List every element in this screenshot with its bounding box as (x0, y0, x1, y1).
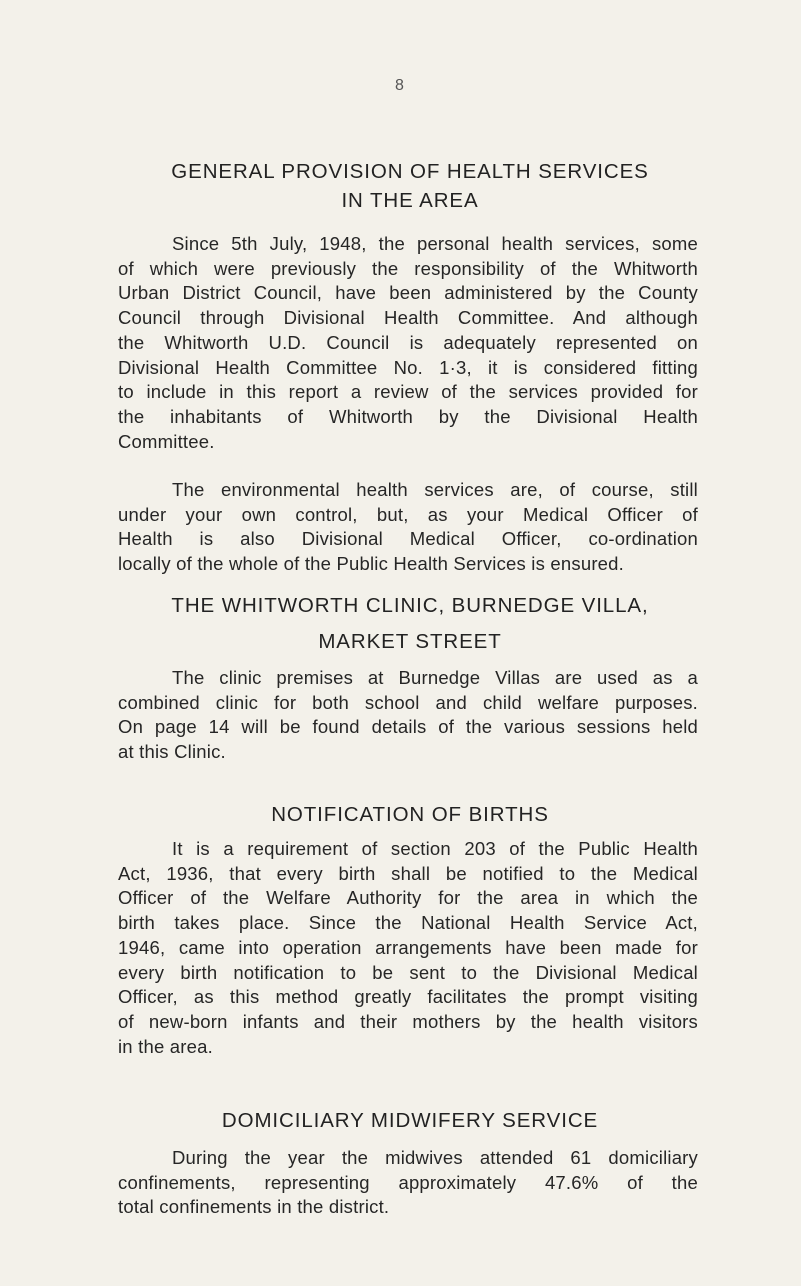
text-line: It is a requirement of section 203 of the Public Health (172, 838, 698, 859)
section-heading-whitworth-clinic (60, 588, 760, 660)
section-heading-notification-of-births (60, 800, 760, 829)
text-line: Health is also Divisional Medical Officer, co-ordination (118, 528, 698, 550)
text-line: the inhabitants of Whitworth by the Divisional Health (118, 405, 698, 427)
heading-line: GENERAL PROVISION OF HEALTH SERVICES (171, 160, 649, 183)
paragraph-clinic-premises (118, 666, 698, 765)
text-line: Act, 1936, that every birth shall be notified to the Medical (118, 862, 698, 884)
text-line: On page 14 will be found details of the various sessions held (118, 716, 698, 738)
section-heading-general-provision (60, 157, 760, 215)
text-line: total confinements in the district. (118, 1196, 390, 1218)
page-number: 8 (395, 77, 404, 94)
text-line: Committee. (118, 430, 215, 452)
text-line: Officer, as this method greatly facilitates the prompt visiting (118, 986, 698, 1008)
text-line: Divisional Health Committee No. 1·3, it is considered fitting (118, 356, 698, 378)
text-line: Since 5th July, 1948, the personal health services, some (172, 233, 698, 254)
text-line: locally of the whole of the Public Health Services is ensured. (118, 553, 624, 575)
paragraph-environmental-health (118, 478, 698, 577)
paragraph-personal-health-services (118, 232, 698, 454)
text-line: The environmental health services are, of course, still (172, 479, 698, 500)
text-line: to include in this report a review of the services provided for (118, 381, 698, 403)
heading-line: MARKET STREET (318, 630, 502, 653)
text-line: Urban District Council, have been administered by the County (118, 282, 698, 304)
text-line: at this Clinic. (118, 741, 226, 763)
paragraph-midwifery-service (118, 1146, 698, 1220)
text-line: Council through Divisional Health Committee. And although (118, 307, 698, 329)
heading-line: DOMICILIARY MIDWIFERY SERVICE (221, 1109, 599, 1132)
text-line: of which were previously the responsibility of the Whitworth (118, 257, 698, 279)
text-line: combined clinic for both school and child welfare purposes. (118, 691, 698, 713)
text-line: the Whitworth U.D. Council is adequately represented on (118, 331, 698, 353)
text-line: under your own control, but, as your Medical Officer of (118, 503, 698, 525)
text-line: confinements, representing approximately 47.6% of the (118, 1171, 698, 1193)
text-line: birth takes place. Since the National Health Service Act, (118, 912, 698, 934)
text-line: of new-born infants and their mothers by the health visitors (118, 1010, 698, 1032)
text-line: every birth notification to be sent to the Divisional Medical (118, 961, 698, 983)
text-line: Officer of the Welfare Authority for the area in which the (118, 887, 698, 909)
heading-line: NOTIFICATION OF BIRTHS (271, 803, 549, 826)
text-line: in the area. (118, 1035, 213, 1057)
heading-line: THE WHITWORTH CLINIC, BURNEDGE VILLA, (171, 594, 649, 617)
text-line: During the year the midwives attended 61 domiciliary (172, 1147, 698, 1168)
paragraph-birth-notification (118, 837, 698, 1059)
heading-line: IN THE AREA (341, 189, 479, 212)
text-line: The clinic premises at Burnedge Villas are used as a (172, 667, 698, 688)
text-line: 1946, came into operation arrangements have been made for (118, 936, 698, 958)
section-heading-domiciliary-midwifery (60, 1106, 760, 1135)
